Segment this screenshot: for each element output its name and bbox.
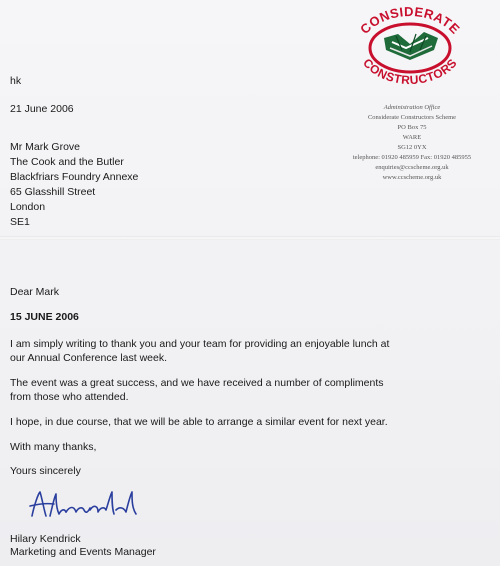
body-line: The event was a great success, and we have received a number of compliments <box>10 377 384 389</box>
body-line: I hope, in due course, that we will be able to arrange a similar event for next year. <box>10 416 388 428</box>
recipient-line: Blackfriars Foundry Annexe <box>10 171 139 183</box>
logo-bottom-text: CONSTRUCTORS <box>360 55 460 86</box>
recipient-line: London <box>10 201 46 213</box>
office-line: PO Box 75 <box>397 124 427 131</box>
svg-text:CONSIDERATE <box>357 4 463 37</box>
body-line: I am simply writing to thank you and your team for providing an enjoyable lunch at <box>10 338 390 350</box>
closing-line: Yours sincerely <box>10 465 81 477</box>
office-line: SG12 0YX <box>397 144 427 151</box>
salutation: Dear Mark <box>10 286 60 298</box>
paper-fold-line <box>0 236 500 240</box>
office-line: www.ccscheme.org.uk <box>382 174 442 181</box>
body-line: our Annual Conference last week. <box>10 352 168 364</box>
handwritten-signature <box>24 486 144 526</box>
logo-top-text: CONSIDERATE <box>357 4 463 37</box>
recipient-line: Mr Mark Grove <box>10 141 81 153</box>
office-heading: Administration Office <box>383 104 441 111</box>
office-line: WARE <box>402 134 422 141</box>
signer-title: Marketing and Events Manager <box>10 546 156 558</box>
body-line: from those who attended. <box>10 391 129 403</box>
office-line: Considerate Constructors Scheme <box>367 114 457 121</box>
considerate-constructors-logo <box>340 4 480 86</box>
letter-heading: 15 JUNE 2006 <box>10 311 79 323</box>
letter-reference: hk <box>10 75 22 87</box>
signer-name: Hilary Kendrick <box>10 533 81 545</box>
office-line: enquiries@ccscheme.org.uk <box>375 164 449 171</box>
letter-date: 21 June 2006 <box>10 103 74 115</box>
administration-office-block <box>332 103 492 183</box>
recipient-line: SE1 <box>10 216 30 228</box>
recipient-line: The Cook and the Butler <box>10 156 124 168</box>
thanks-line: With many thanks, <box>10 441 97 453</box>
recipient-line: 65 Glasshill Street <box>10 186 96 198</box>
office-line: telephone: 01920 485959 Fax: 01920 485955 <box>352 154 472 161</box>
